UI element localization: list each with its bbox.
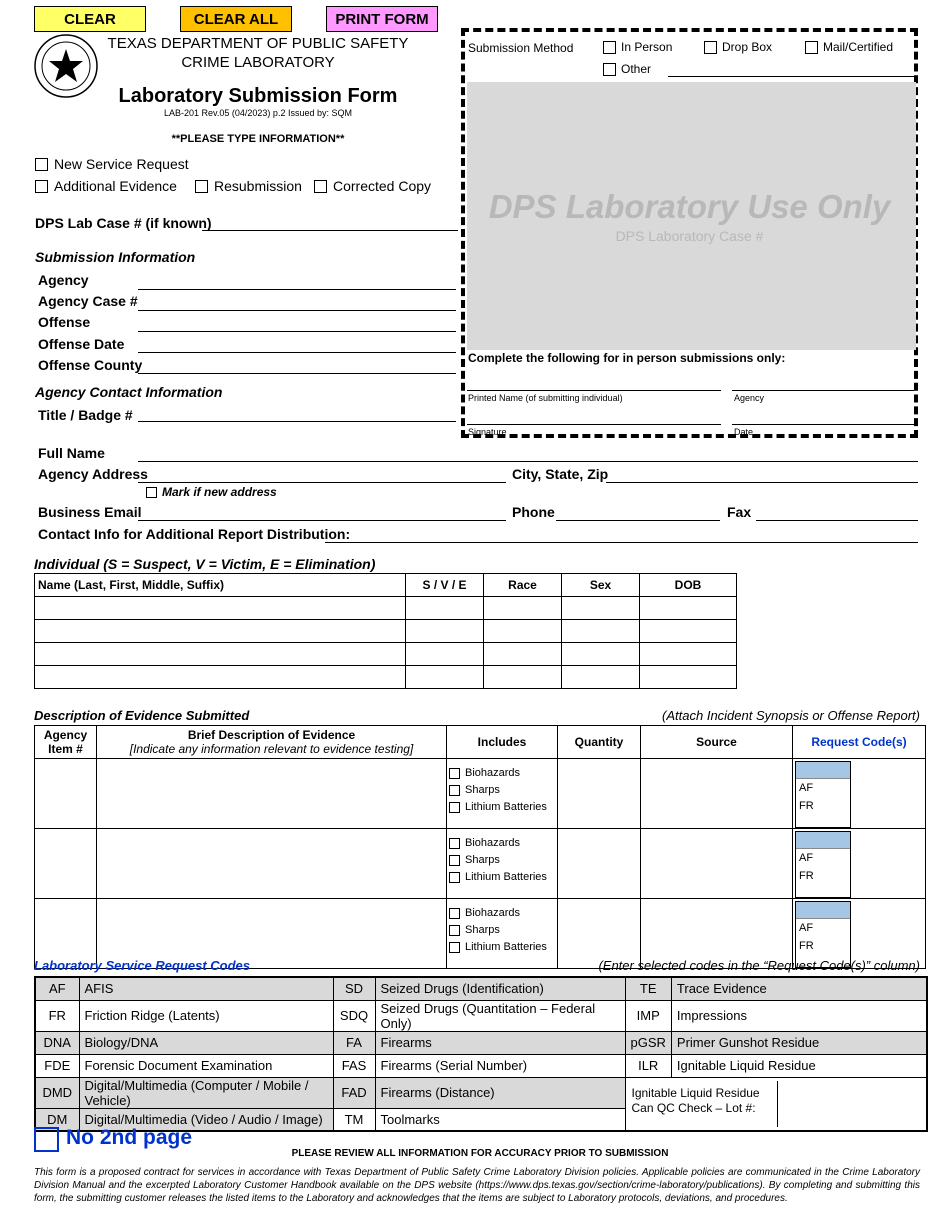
sharps-option[interactable]: Sharps: [449, 852, 557, 869]
clear-button[interactable]: CLEAR: [34, 6, 146, 32]
drop-box-option[interactable]: [704, 40, 772, 54]
agency-label: Agency: [38, 272, 89, 288]
mail-certified-option[interactable]: [805, 40, 893, 54]
print-form-button[interactable]: PRINT FORM: [326, 6, 438, 32]
lab-use-panel: [461, 28, 918, 438]
codes-note: (Enter selected codes in the “Request Code(s)” column): [598, 958, 920, 973]
other-label: Other: [621, 62, 652, 76]
request-code-listbox[interactable]: AF FR: [795, 901, 851, 968]
city-state-zip-label: City, State, Zip: [512, 466, 609, 482]
codes-table: [34, 976, 928, 1132]
business-email-input[interactable]: [138, 520, 506, 521]
table-row: DM Digital/Multimedia (Video / Audio / Image) TM Toolmarks: [35, 1108, 927, 1131]
review-note: PLEASE REVIEW ALL INFORMATION FOR ACCURACY PRIOR TO SUBMISSION: [291, 1148, 669, 1159]
submission-heading: Submission Information: [35, 249, 196, 265]
lithium-batteries-option[interactable]: Lithium Batteries: [449, 869, 557, 886]
in-person-option[interactable]: [603, 40, 672, 54]
agency-address-input[interactable]: [138, 482, 506, 483]
signature-input[interactable]: [467, 424, 721, 425]
offense-county-input[interactable]: [138, 352, 456, 353]
biohazards-option[interactable]: Biohazards: [449, 765, 557, 782]
request-code-listbox[interactable]: AF FR: [795, 831, 851, 898]
corrected-copy-option[interactable]: [314, 178, 431, 194]
mail-certified-checkbox[interactable]: [805, 41, 818, 54]
col-quantity: Quantity: [558, 726, 641, 759]
offense-input[interactable]: [138, 310, 456, 311]
agency-input[interactable]: [732, 390, 914, 391]
new-service-label: New Service Request: [54, 156, 189, 172]
col-svE: S / V / E: [406, 574, 484, 597]
new-address-checkbox[interactable]: [146, 487, 157, 498]
new-address-option[interactable]: [146, 485, 277, 499]
signature-label: Signature: [468, 427, 507, 437]
additional-distribution-label: Contact Info for Additional Report Distribution:: [38, 526, 351, 542]
additional-distribution-input[interactable]: [325, 542, 918, 543]
codes-heading: Laboratory Service Request Codes: [34, 958, 251, 973]
agency-address-label: Agency Address: [38, 466, 148, 482]
contact-heading: Agency Contact Information: [35, 384, 223, 400]
lab-case-input[interactable]: [202, 230, 458, 231]
lab-name: CRIME LABORATORY: [181, 54, 335, 71]
table-row[interactable]: [35, 620, 737, 643]
agency-case-input[interactable]: [138, 289, 456, 290]
city-state-zip-input[interactable]: [606, 482, 918, 483]
offense-date-input[interactable]: [138, 331, 456, 332]
sharps-option[interactable]: Sharps: [449, 922, 557, 939]
full-name-input[interactable]: [138, 461, 918, 462]
fax-input[interactable]: [756, 520, 918, 521]
evidence-heading: Description of Evidence Submitted: [34, 708, 250, 723]
table-row: FR Friction Ridge (Latents) SDQ Seized Drugs (Quantitation – Federal Only) IMP Impressions: [35, 1000, 927, 1031]
table-row[interactable]: [35, 759, 926, 829]
lab-case-label: DPS Lab Case # (if known): [35, 215, 212, 231]
drop-box-checkbox[interactable]: [704, 41, 717, 54]
title-badge-input[interactable]: [138, 421, 456, 422]
col-request-codes: Request Code(s): [793, 726, 926, 759]
col-sex: Sex: [562, 574, 640, 597]
new-service-request-option[interactable]: [35, 156, 189, 172]
evidence-table: [34, 725, 926, 969]
attach-note: (Attach Incident Synopsis or Offense Report): [662, 708, 920, 723]
col-includes: Includes: [447, 726, 558, 759]
qc-lot-input[interactable]: [778, 1081, 927, 1127]
date-input[interactable]: [732, 424, 914, 425]
in-person-note: Complete the following for in person submissions only:: [468, 351, 786, 365]
col-description-note: [Indicate any information relevant to evidence testing]: [129, 742, 414, 756]
title-badge-label: Title / Badge #: [38, 407, 133, 423]
col-name: Name (Last, First, Middle, Suffix): [35, 574, 406, 597]
qc-check-label: Ignitable Liquid Residue Can QC Check – Lot #:: [626, 1081, 778, 1127]
additional-evidence-option[interactable]: [35, 178, 177, 194]
lab-use-watermark: DPS Laboratory Use Only: [488, 188, 891, 225]
agency-case-label: Agency Case #: [38, 293, 138, 309]
other-input[interactable]: [668, 76, 914, 77]
table-row[interactable]: [35, 829, 926, 899]
clear-all-button[interactable]: CLEAR ALL: [180, 6, 292, 32]
resubmission-label: Resubmission: [214, 178, 302, 194]
printed-name-label: Printed Name (of submitting individual): [468, 393, 623, 403]
offense-date-label: Offense Date: [38, 336, 125, 352]
table-row: DNA Biology/DNA FA Firearms pGSR Primer Gunshot Residue: [35, 1031, 927, 1054]
individual-table: [34, 573, 737, 689]
printed-name-input[interactable]: [467, 390, 721, 391]
drop-box-label: Drop Box: [722, 40, 773, 54]
mail-certified-label: Mail/Certified: [823, 40, 894, 54]
col-description: Brief Description of Evidence: [187, 728, 356, 742]
offense-county-label: Offense County: [38, 357, 143, 373]
individual-heading: Individual (S = Suspect, V = Victim, E = Elimination): [34, 556, 376, 572]
form-title: Laboratory Submission Form: [118, 85, 398, 107]
form-revision: LAB-201 Rev.05 (04/2023) p.2 Issued by: SQM: [164, 108, 352, 118]
request-code-listbox[interactable]: AF FR: [795, 761, 851, 828]
in-person-checkbox[interactable]: [603, 41, 616, 54]
col-race: Race: [484, 574, 562, 597]
business-email-label: Business Email: [38, 504, 142, 520]
agency-sub-label: Agency: [734, 393, 765, 403]
additional-evidence-label: Additional Evidence: [54, 178, 177, 194]
date-label: Date: [734, 427, 754, 437]
offense-label: Offense: [38, 314, 91, 330]
type-info-note: **PLEASE TYPE INFORMATION**: [171, 133, 345, 145]
offense-county-underline[interactable]: [138, 373, 456, 374]
table-row: FDE Forensic Document Examination FAS Firearms (Serial Number) ILR Ignitable Liquid Residue: [35, 1054, 927, 1077]
disclaimer-text: This form is a proposed contract for services in accordance with Texas Department of Public Safety Crime Laboratory Division policies. Applicable policies are communicated in the Crime Laboratory Division Manual and the excerpted Laboratory Customer Handbook available on the DPS website (https://www.dps.texas.gov/section/crime-laboratory/publications). By completing and submitting this form, the submitting customer releases the listed items to the Laboratory and acknowledges that the items are subject to Laboratory protocols, deviations, and procedures.: [34, 1167, 920, 1204]
biohazards-option[interactable]: Biohazards: [449, 835, 557, 852]
full-name-label: Full Name: [38, 445, 105, 461]
phone-input[interactable]: [556, 520, 720, 521]
additional-evidence-checkbox[interactable]: [35, 180, 48, 193]
new-address-label: Mark if new address: [162, 485, 277, 499]
other-option[interactable]: [603, 62, 651, 76]
table-row: DMD Digital/Multimedia (Computer / Mobile / Vehicle) FAD Firearms (Distance) Ignitable Liquid Residue Can QC Check – Lot #:: [35, 1077, 927, 1108]
dps-seal-icon: [33, 33, 99, 99]
fax-label: Fax: [727, 504, 752, 520]
biohazards-option[interactable]: Biohazards: [449, 905, 557, 922]
other-checkbox[interactable]: [603, 63, 616, 76]
col-dob: DOB: [640, 574, 737, 597]
corrected-copy-checkbox[interactable]: [314, 180, 327, 193]
sharps-option[interactable]: Sharps: [449, 782, 557, 799]
no-second-page-label: No 2nd page: [66, 1126, 193, 1149]
col-item: Item #: [48, 742, 83, 756]
agency-name: TEXAS DEPARTMENT OF PUBLIC SAFETY: [107, 35, 409, 52]
submission-method-label: Submission Method: [468, 41, 574, 55]
col-source: Source: [641, 726, 793, 759]
col-agency: Agency: [43, 728, 88, 742]
lab-case-hint: DPS Laboratory Case #: [615, 228, 764, 244]
table-row[interactable]: [35, 597, 737, 620]
in-person-label: In Person: [621, 40, 673, 54]
new-service-checkbox[interactable]: [35, 158, 48, 171]
no-second-page-checkbox[interactable]: [34, 1127, 59, 1152]
corrected-copy-label: Corrected Copy: [333, 178, 432, 194]
table-row[interactable]: [35, 666, 737, 689]
phone-label: Phone: [512, 504, 555, 520]
resubmission-option[interactable]: [195, 178, 302, 194]
lithium-batteries-option[interactable]: Lithium Batteries: [449, 939, 557, 956]
resubmission-checkbox[interactable]: [195, 180, 208, 193]
lithium-batteries-option[interactable]: Lithium Batteries: [449, 799, 557, 816]
table-row[interactable]: [35, 643, 737, 666]
table-row: AF AFIS SD Seized Drugs (Identification) TE Trace Evidence: [35, 977, 927, 1000]
